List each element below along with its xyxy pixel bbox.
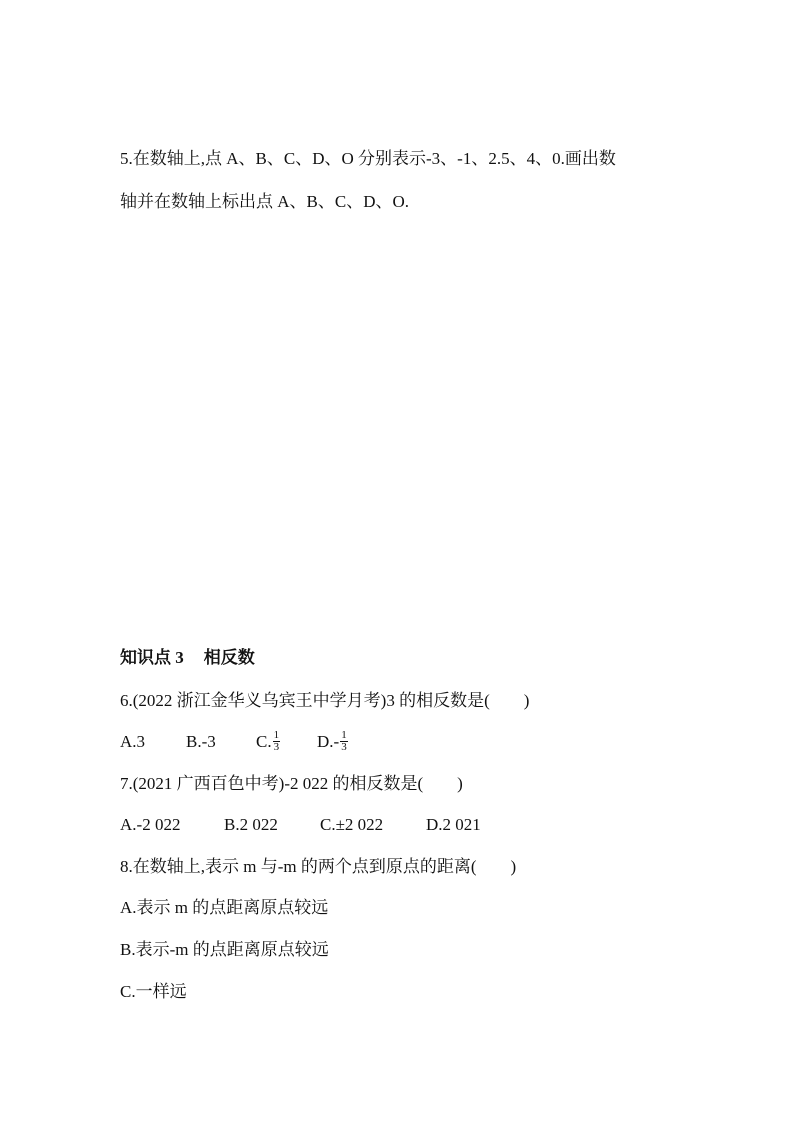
fraction-numerator: 1 [273, 728, 280, 741]
q6-option-d [317, 728, 348, 755]
q6-option-b: B.-3 [186, 732, 216, 751]
question-7-stem: 7.(2021 广西百色中考)-2 022 的相反数是( ) [120, 774, 463, 793]
fraction-numerator: 1 [341, 728, 347, 741]
q7-option-c: C.±2 022 [320, 815, 384, 834]
q8-option-b: B.表示-m 的点距离原点较远 [120, 940, 329, 959]
question-6-options [120, 728, 348, 755]
question-6-stem: 6.(2022 浙江金华义乌宾王中学月考)3 的相反数是( ) [120, 691, 530, 710]
fraction-one-third [340, 730, 348, 753]
question-7-options [120, 814, 481, 836]
q6-option-c-prefix: C. [256, 732, 272, 751]
section-heading [120, 647, 255, 669]
section-title: 相反数 [203, 648, 255, 667]
fraction-denominator: 3 [273, 740, 280, 753]
q7-option-b: B.2 022 [224, 815, 278, 834]
question-5-line-2: 轴并在数轴上标出点 A、B、C、D、O. [120, 192, 410, 211]
q7-option-d: D.2 021 [426, 815, 481, 834]
q8-option-c: C.一样远 [120, 982, 187, 1001]
question-8-stem: 8.在数轴上,表示 m 与-m 的两个点到原点的距离( ) [120, 857, 517, 876]
fraction-denominator: 3 [341, 740, 347, 753]
q6-option-d-prefix: D.- [317, 732, 340, 751]
q8-option-a: A.表示 m 的点距离原点较远 [120, 898, 329, 917]
q6-option-a: A.3 [120, 732, 146, 751]
fraction-one-third [273, 730, 281, 753]
section-label: 知识点 3 [120, 648, 184, 667]
q6-option-c [256, 728, 317, 755]
question-5-line-1: 5.在数轴上,点 A、B、C、D、O 分别表示-3、-1、2.5、4、0.画出数 [120, 149, 616, 168]
q7-option-a: A.-2 022 [120, 815, 181, 834]
